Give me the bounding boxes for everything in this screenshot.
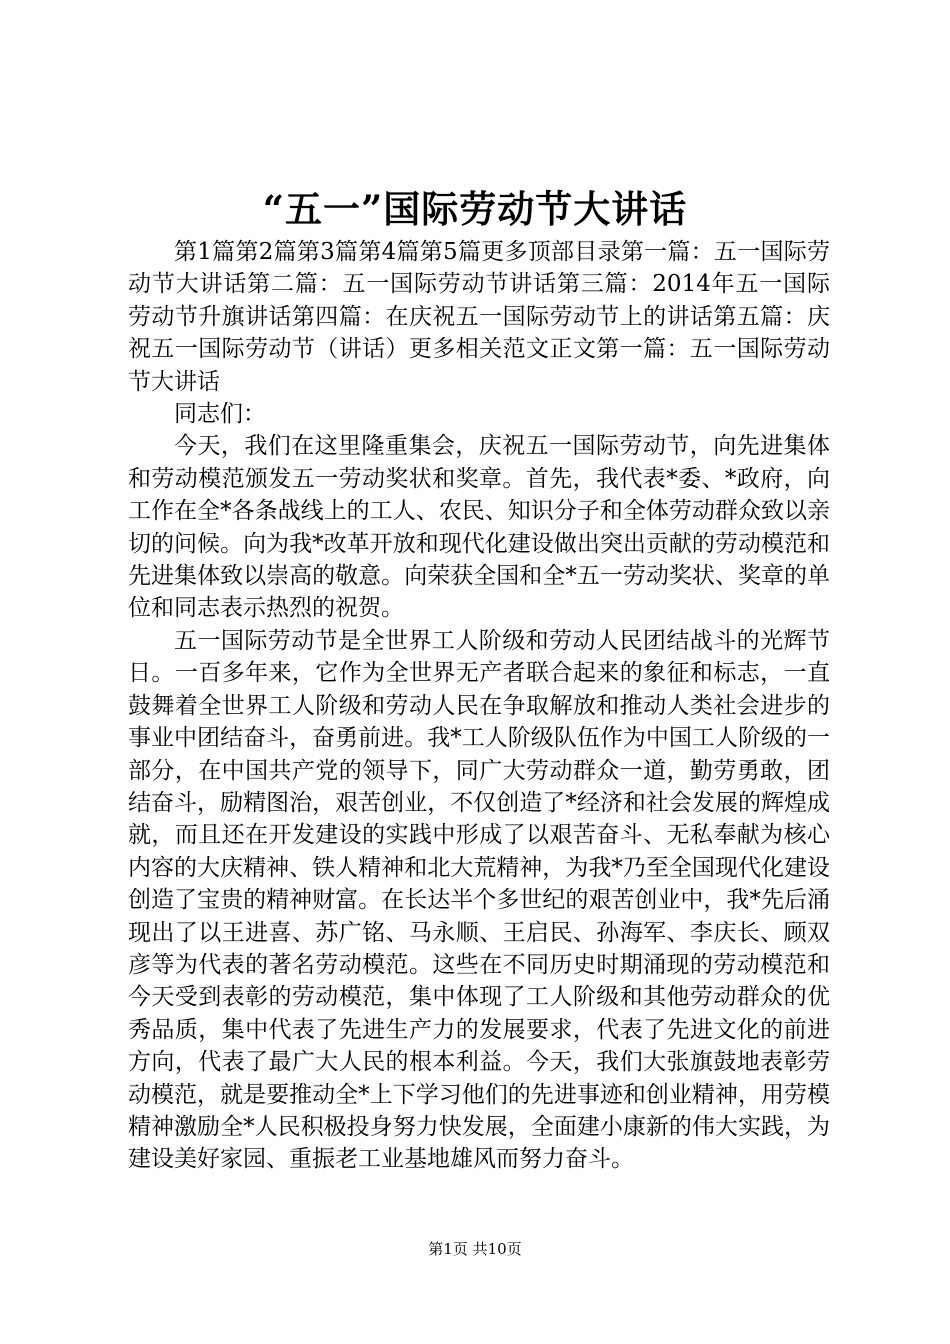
body-paragraph: 五一国际劳动节是全世界工人阶级和劳动人民团结战斗的光辉节日。一百多年来，它作为全世界无产者联合起来的象征和标志，一直鼓舞着全世界工人阶级和劳动人民在争取解放和推动人类社会进步的事业中团结奋斗，奋勇前进。我*工人阶级队伍作为中国工人阶级的一部分，在中国共产党的领导下，同广大劳动群众一道，勤劳勇敢，团结奋斗，励精图治，艰苦创业，不仅创造了*经济和社会发展的辉煌成就，而且还在开发建设的实践中形成了以艰苦奋斗、无私奉献为核心内容的大庆精神、铁人精神和北大荒精神，为我*乃至全国现代化建设创造了宝贵的精神财富。在长达半个多世纪的艰苦创业中，我*先后涌现出了以王进喜、苏广铭、马永顺、王启民、孙海军、李庆长、顾双彦等为代表的著名劳动模范。这些在不同历史时期涌现的劳动模范和今天受到表彰的劳动模范，集中体现了工人阶级和其他劳动群众的优秀品质，集中代表了先进生产力的发展要求，代表了先进文化的前进方向，代表了最广大人民的根本利益。今天，我们大张旗鼓地表彰劳动模范，就是要推动全*上下学习他们的先进事迹和创业精神，用劳模精神激励全*人民积极投身努力快发展，全面建小康新的伟大实践，为建设美好家园、重振老工业基地雄风而努力奋斗。: [128, 627, 830, 1173]
table-of-contents-paragraph: 第1篇第2篇第3篇第4篇第5篇更多顶部目录第一篇：五一国际劳动节大讲话第二篇：五一国际劳动节讲话第三篇：2014年五一国际劳动节升旗讲话第四篇：在庆祝五一国际劳动节上的讲话第五篇：庆祝五一国际劳动节（讲话）更多相关范文正文第一篇：五一国际劳动节大讲话: [128, 239, 830, 395]
document-body: [128, 236, 830, 1176]
page-number-footer: 第1页 共10页: [428, 1240, 522, 1258]
salutation-paragraph: 同志们：: [174, 401, 266, 428]
body-paragraph: 今天，我们在这里隆重集会，庆祝五一国际劳动节，向先进集体和劳动模范颁发五一劳动奖状和奖章。首先，我代表*委、*政府，向工作在全*各条战线上的工人、农民、知识分子和全体劳动群众致以亲切的问候。向为我*改革开放和现代化建设做出突出贡献的劳动模范和先进集体致以崇高的敬意。向荣获全国和全*五一劳动奖状、奖章的单位和同志表示热烈的祝贺。: [128, 433, 830, 622]
document-title: “五一”国际劳动节大讲话: [262, 187, 688, 231]
